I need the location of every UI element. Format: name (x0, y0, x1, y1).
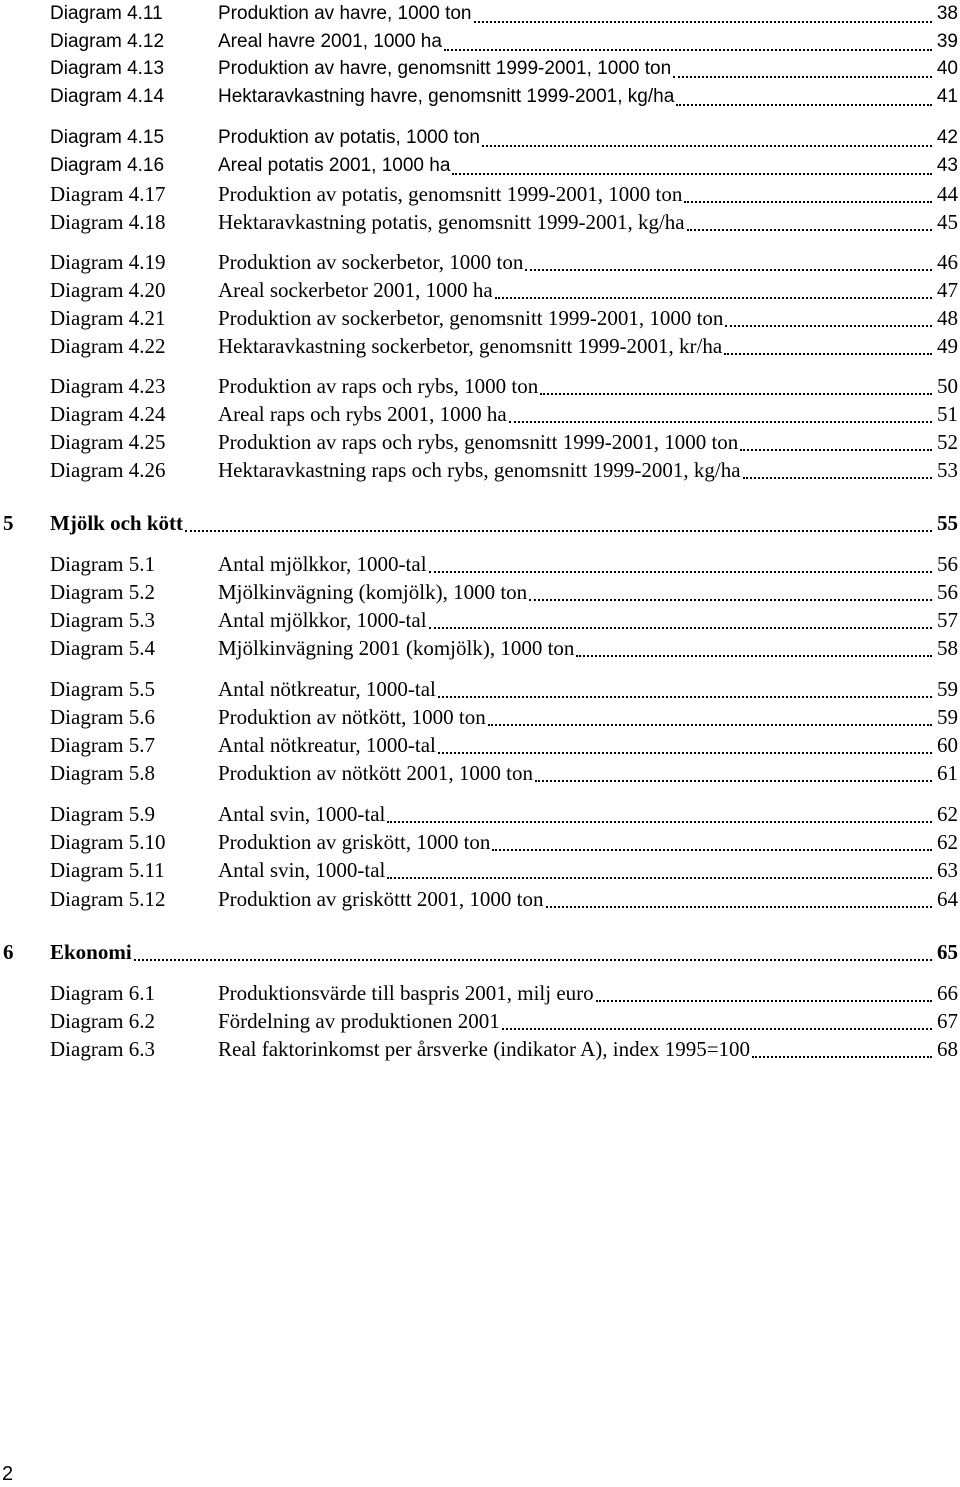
dot-leader (502, 1028, 932, 1030)
toc-entry[interactable] (0, 332, 960, 360)
entry-page: 67 (937, 1009, 958, 1033)
entry-page: 38 (936, 3, 958, 24)
entry-page: 57 (937, 608, 958, 632)
toc-entry[interactable] (0, 372, 960, 400)
toc-entry[interactable] (0, 979, 960, 1007)
entry-title: Hektaravkastning raps och rybs, genomsnitt 1999-2001, kg/ha (218, 458, 741, 482)
dot-leader (724, 353, 932, 355)
entry-title: Produktion av grisköttt 2001, 1000 ton (218, 887, 544, 911)
entry-label: Diagram 4.19 (50, 250, 166, 274)
entry-page: 68 (937, 1037, 958, 1061)
dot-leader (673, 76, 932, 78)
entry-label: Diagram 5.12 (50, 887, 166, 911)
entry-label: Diagram 5.6 (50, 705, 155, 729)
entry-page: 46 (937, 250, 958, 274)
entry-title: Antal svin, 1000-tal (218, 858, 386, 882)
entry-title: Produktion av nötkött, 1000 ton (218, 705, 486, 729)
toc-entry[interactable] (0, 550, 960, 578)
dot-leader (687, 229, 932, 231)
toc-entry[interactable] (0, 800, 960, 828)
entry-label: Diagram 4.18 (50, 210, 166, 234)
entry-title: Mjölkinvägning (komjölk), 1000 ton (218, 580, 528, 604)
toc-entry[interactable] (0, 578, 960, 606)
entry-title: Antal svin, 1000-tal (218, 802, 386, 826)
toc-entry[interactable] (0, 55, 960, 83)
toc-entry[interactable] (0, 606, 960, 634)
section-title: Mjölk och kött (50, 511, 183, 535)
entry-label: Diagram 4.20 (50, 278, 166, 302)
entry-page: 42 (936, 127, 958, 148)
dot-leader (474, 21, 932, 23)
toc-entry[interactable] (0, 428, 960, 456)
dot-leader (576, 655, 932, 657)
toc-section[interactable] (0, 509, 960, 537)
entry-title: Produktion av raps och rybs, 1000 ton (218, 374, 539, 398)
dot-leader (509, 421, 932, 423)
entry-title: Produktion av potatis, 1000 ton (218, 127, 480, 148)
entry-label: Diagram 4.16 (50, 155, 165, 176)
entry-page: 61 (937, 761, 958, 785)
dot-leader (540, 393, 932, 395)
dot-leader (676, 104, 932, 106)
dot-leader (387, 877, 932, 879)
entry-title: Produktion av havre, genomsnitt 1999-2001, 1000 ton (218, 58, 672, 79)
toc-entry[interactable] (0, 400, 960, 428)
toc-entry[interactable] (0, 83, 960, 111)
toc-entry[interactable] (0, 634, 960, 662)
entry-page: 47 (937, 278, 958, 302)
entry-page: 62 (937, 830, 958, 854)
entry-page: 52 (937, 430, 958, 454)
toc-entry[interactable] (0, 124, 960, 152)
entry-title: Mjölkinvägning 2001 (komjölk), 1000 ton (218, 636, 575, 660)
dot-leader (488, 724, 932, 726)
entry-label: Diagram 4.15 (50, 127, 165, 148)
entry-label: Diagram 4.24 (50, 402, 166, 426)
entry-page: 48 (937, 306, 958, 330)
section-page: 55 (937, 511, 958, 535)
toc-entry[interactable] (0, 248, 960, 276)
toc-entry[interactable] (0, 180, 960, 208)
entry-label: Diagram 4.11 (50, 3, 163, 24)
entry-label: Diagram 4.14 (50, 86, 165, 107)
entry-label: Diagram 5.3 (50, 608, 155, 632)
entry-page: 59 (937, 677, 958, 701)
dot-leader (387, 821, 932, 823)
entry-label: Diagram 4.23 (50, 374, 166, 398)
entry-page: 62 (937, 802, 958, 826)
toc-entry[interactable] (0, 731, 960, 759)
entry-page: 43 (936, 155, 958, 176)
dot-leader (438, 696, 932, 698)
toc-entry[interactable] (0, 1007, 960, 1035)
entry-page: 53 (937, 458, 958, 482)
toc-entry[interactable] (0, 28, 960, 56)
entry-page: 41 (936, 86, 958, 107)
dot-leader (684, 201, 932, 203)
dot-leader (596, 1000, 932, 1002)
toc-entry[interactable] (0, 208, 960, 236)
entry-title: Areal raps och rybs 2001, 1000 ha (218, 402, 507, 426)
entry-title: Antal mjölkkor, 1000-tal (218, 552, 427, 576)
entry-page: 50 (937, 374, 958, 398)
entry-page: 60 (937, 733, 958, 757)
entry-title: Areal sockerbetor 2001, 1000 ha (218, 278, 493, 302)
toc-entry[interactable] (0, 885, 960, 913)
entry-label: Diagram 4.13 (50, 58, 165, 79)
entry-label: Diagram 5.10 (50, 830, 166, 854)
section-number: 5 (3, 511, 14, 535)
entry-page: 58 (937, 636, 958, 660)
entry-page: 49 (937, 334, 958, 358)
dot-leader (185, 530, 932, 532)
toc-entry[interactable] (0, 828, 960, 856)
entry-title: Areal potatis 2001, 1000 ha (218, 155, 451, 176)
entry-label: Diagram 4.21 (50, 306, 166, 330)
entry-label: Diagram 4.22 (50, 334, 166, 358)
entry-label: Diagram 4.12 (50, 31, 165, 52)
entry-title: Produktion av nötkött 2001, 1000 ton (218, 761, 533, 785)
entry-page: 39 (936, 31, 958, 52)
entry-title: Produktionsvärde till baspris 2001, milj euro (218, 981, 594, 1005)
entry-label: Diagram 6.2 (50, 1009, 155, 1033)
page-number: 2 (2, 1463, 14, 1485)
entry-label: Diagram 5.2 (50, 580, 155, 604)
entry-page: 51 (937, 402, 958, 426)
toc-entry[interactable] (0, 152, 960, 180)
entry-title: Hektaravkastning sockerbetor, genomsnitt 1999-2001, kr/ha (218, 334, 723, 358)
dot-leader (725, 325, 932, 327)
dot-leader (482, 145, 932, 147)
toc-entry[interactable] (0, 703, 960, 731)
entry-page: 63 (937, 858, 958, 882)
entry-title: Antal mjölkkor, 1000-tal (218, 608, 427, 632)
entry-label: Diagram 5.11 (50, 858, 165, 882)
dot-leader (535, 780, 932, 782)
entry-label: Diagram 5.1 (50, 552, 155, 576)
section-title: Ekonomi (50, 940, 132, 964)
entry-label: Diagram 6.1 (50, 981, 155, 1005)
dot-leader (752, 1056, 932, 1058)
entry-title: Areal havre 2001, 1000 ha (218, 31, 442, 52)
entry-title: Real faktorinkomst per årsverke (indikator A), index 1995=100 (218, 1037, 751, 1061)
entry-label: Diagram 4.17 (50, 182, 166, 206)
entry-label: Diagram 5.4 (50, 636, 155, 660)
toc-entry[interactable] (0, 276, 960, 304)
entry-label: Diagram 5.7 (50, 733, 155, 757)
section-page: 65 (937, 940, 958, 964)
dot-leader (743, 477, 932, 479)
entry-title: Produktion av sockerbetor, genomsnitt 1999-2001, 1000 ton (218, 306, 724, 330)
dot-leader (492, 849, 932, 851)
entry-title: Antal nötkreatur, 1000-tal (218, 733, 436, 757)
entry-title: Hektaravkastning havre, genomsnitt 1999-2001, kg/ha (218, 86, 675, 107)
entry-page: 64 (937, 887, 958, 911)
entry-title: Produktion av sockerbetor, 1000 ton (218, 250, 524, 274)
toc-entry[interactable] (0, 0, 960, 28)
toc-section[interactable] (0, 938, 960, 966)
entry-label: Diagram 5.8 (50, 761, 155, 785)
entry-label: Diagram 4.25 (50, 430, 166, 454)
entry-label: Diagram 5.5 (50, 677, 155, 701)
dot-leader (429, 627, 932, 629)
dot-leader (444, 49, 932, 51)
entry-page: 45 (937, 210, 958, 234)
entry-label: Diagram 5.9 (50, 802, 155, 826)
entry-page: 66 (937, 981, 958, 1005)
entry-page: 40 (936, 58, 958, 79)
dot-leader (452, 173, 932, 175)
entry-title: Antal nötkreatur, 1000-tal (218, 677, 436, 701)
entry-page: 44 (937, 182, 958, 206)
entry-title: Produktion av havre, 1000 ton (218, 3, 472, 24)
dot-leader (525, 269, 932, 271)
entry-title: Produktion av griskött, 1000 ton (218, 830, 491, 854)
entry-page: 56 (937, 580, 958, 604)
entry-page: 56 (937, 552, 958, 576)
entry-page: 59 (937, 705, 958, 729)
entry-label: Diagram 4.26 (50, 458, 166, 482)
entry-title: Hektaravkastning potatis, genomsnitt 1999-2001, kg/ha (218, 210, 685, 234)
toc-entry[interactable] (0, 856, 960, 884)
entry-title: Fördelning av produktionen 2001 (218, 1009, 500, 1033)
toc-entry[interactable] (0, 1035, 960, 1063)
entry-label: Diagram 6.3 (50, 1037, 155, 1061)
entry-title: Produktion av potatis, genomsnitt 1999-2001, 1000 ton (218, 182, 683, 206)
dot-leader (546, 906, 932, 908)
dot-leader (429, 571, 932, 573)
toc-entry[interactable] (0, 456, 960, 484)
dot-leader (438, 752, 932, 754)
toc-entry[interactable] (0, 304, 960, 332)
section-number: 6 (3, 940, 14, 964)
dot-leader (740, 449, 932, 451)
dot-leader (495, 297, 932, 299)
toc-entry[interactable] (0, 675, 960, 703)
entry-title: Produktion av raps och rybs, genomsnitt 1999-2001, 1000 ton (218, 430, 739, 454)
dot-leader (134, 959, 932, 961)
toc-entry[interactable] (0, 759, 960, 787)
dot-leader (529, 599, 932, 601)
